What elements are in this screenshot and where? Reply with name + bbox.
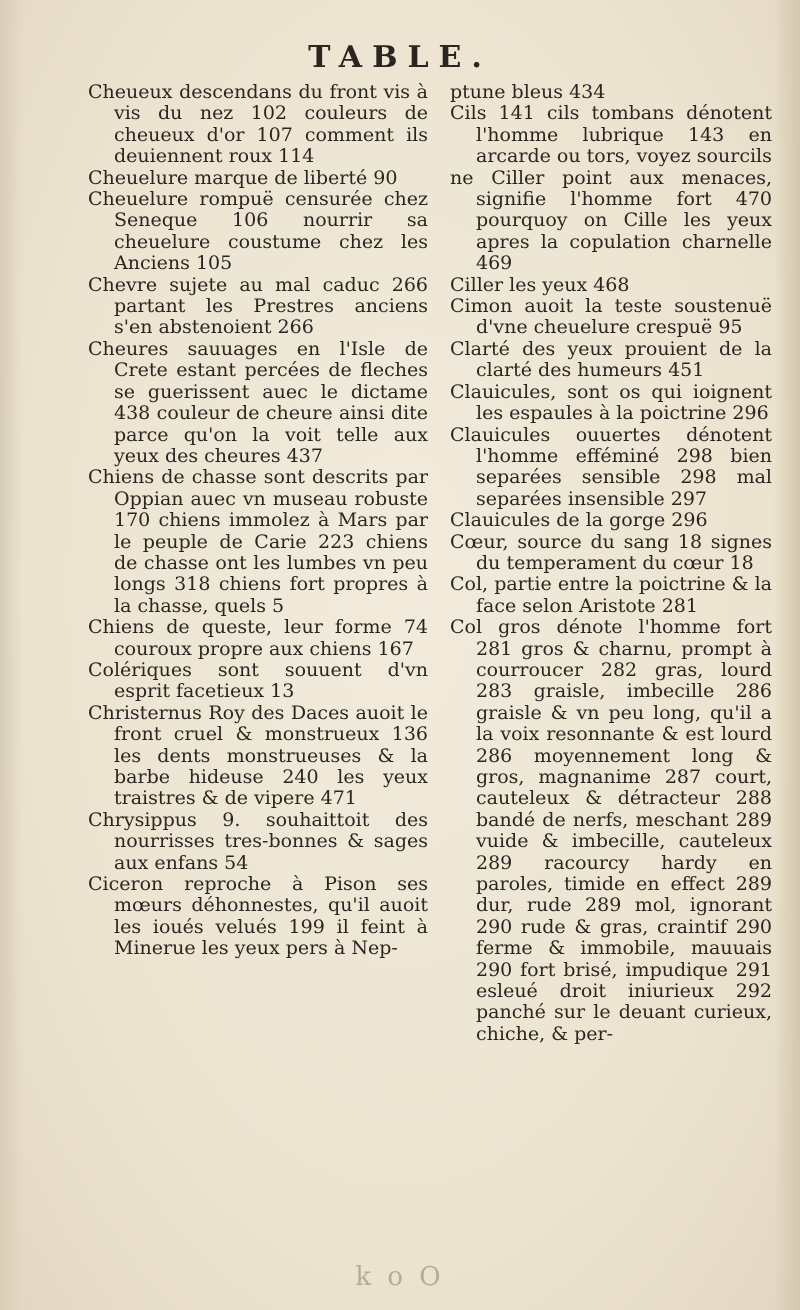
index-entry: Colériques sont souuent d'vn esprit facetieux 13 bbox=[88, 658, 428, 703]
left-column bbox=[88, 82, 428, 960]
right-column bbox=[450, 82, 772, 1045]
index-entry: Ciceron reproche à Pison ses mœurs déhonnestes, qu'il auoit les ioués velués 199 il feint à Minerue les yeux pers à Nep- bbox=[88, 873, 428, 960]
index-entry: Chevre sujete au mal caduc 266 partant les Prestres anciens s'en abstenoient 266 bbox=[88, 273, 428, 339]
page-edge-right bbox=[774, 0, 800, 1310]
index-entry: Ciller les yeux 468 bbox=[450, 273, 630, 296]
index-entry: Clarté des yeux prouient de la clarté des humeurs 451 bbox=[450, 337, 772, 382]
index-entry: Cimon auoit la teste soustenuë d'vne cheuelure crespuë 95 bbox=[450, 295, 772, 339]
index-entry: Christernus Roy des Daces auoit le front cruel & monstrueux 136 les dents monstrueuses & la barbe hideuse 240 les yeux traistres & de vipere 471 bbox=[88, 701, 428, 810]
page-edge-left bbox=[0, 0, 22, 1310]
index-entry: ne Ciller point aux menaces, signifie l'homme fort 470 pourquoy on Cille les yeux apres la copulation charnelle 469 bbox=[450, 166, 772, 275]
index-entry: Cheures sauuages en l'Isle de Crete estant percées de fleches se guerissent auec le dictame 438 couleur de cheure ainsi dite parce qu'on la voit telle aux yeux des cheures 437 bbox=[88, 337, 428, 467]
index-entry: Chiens de chasse sont descrits par Oppian auec vn museau robuste 170 chiens immolez à Mars par le peuple de Carie 223 chiens de chasse ont les lumbes vn peu longs 318 chiens fort propres à la chasse, quels 5 bbox=[88, 466, 428, 617]
index-entry: Cœur, source du sang 18 signes du temperament du cœur 18 bbox=[450, 530, 772, 574]
index-entry: Col gros dénote l'homme fort 281 gros & charnu, prompt à courroucer 282 gras, lourd 283 graisle, imbecille 286 graisle & vn peu long, qu'il a la voix resonnante & est lourd 286 moyennement long & gros, magnanime 287 court, cauteleux & détracteur 288 bandé de nerfs, meschant 289 vuide & imbecille, cauteleux 289 racourcy hardy en paroles, timide en effect 289 dur, rude 289 mol, ignorant 290 rude & gras, craintif 290 ferme & immobile, mauuais 290 fort brisé, impudique 291 esleué droit iniurieux 292 panché sur le deuant curieux, chiche, & per- bbox=[450, 616, 772, 1045]
index-entry: Cheuelure marque de liberté 90 bbox=[88, 166, 398, 189]
index-entry: Chrysippus 9. souhaittoit des nourrisses tres-bonnes & sages aux enfans 54 bbox=[88, 808, 428, 874]
index-entry: Cheuelure rompuë censurée chez Seneque 106 nourrir sa cheuelure coustume chez les Anciens 105 bbox=[88, 188, 428, 275]
index-entry: Cils 141 cils tombans dénotent l'homme lubrique 143 en arcarde ou tors, voyez sourcils bbox=[450, 102, 772, 168]
index-entry: Col, partie entre la poictrine & la face selon Aristote 281 bbox=[450, 573, 772, 617]
index-entry: Clauicules ouuertes dénotent l'homme efféminé 298 bien separées sensible 298 mal separées insensible 297 bbox=[450, 423, 772, 510]
page-title: TABLE. bbox=[308, 40, 492, 75]
folio-mark: k o O bbox=[355, 1262, 445, 1292]
index-entry: Clauicules, sont os qui ioignent les espaules à la poictrine 296 bbox=[450, 380, 772, 425]
index-entry: Chiens de queste, leur forme 74 couroux propre aux chiens 167 bbox=[88, 616, 428, 660]
index-entry: Cheueux descendans du front vis à vis du nez 102 couleurs de cheueux d'or 107 comment ils deuiennent roux 114 bbox=[88, 81, 428, 168]
index-entry: Clauicules de la gorge 296 bbox=[450, 509, 708, 532]
index-entry: ptune bleus 434 bbox=[450, 81, 606, 103]
